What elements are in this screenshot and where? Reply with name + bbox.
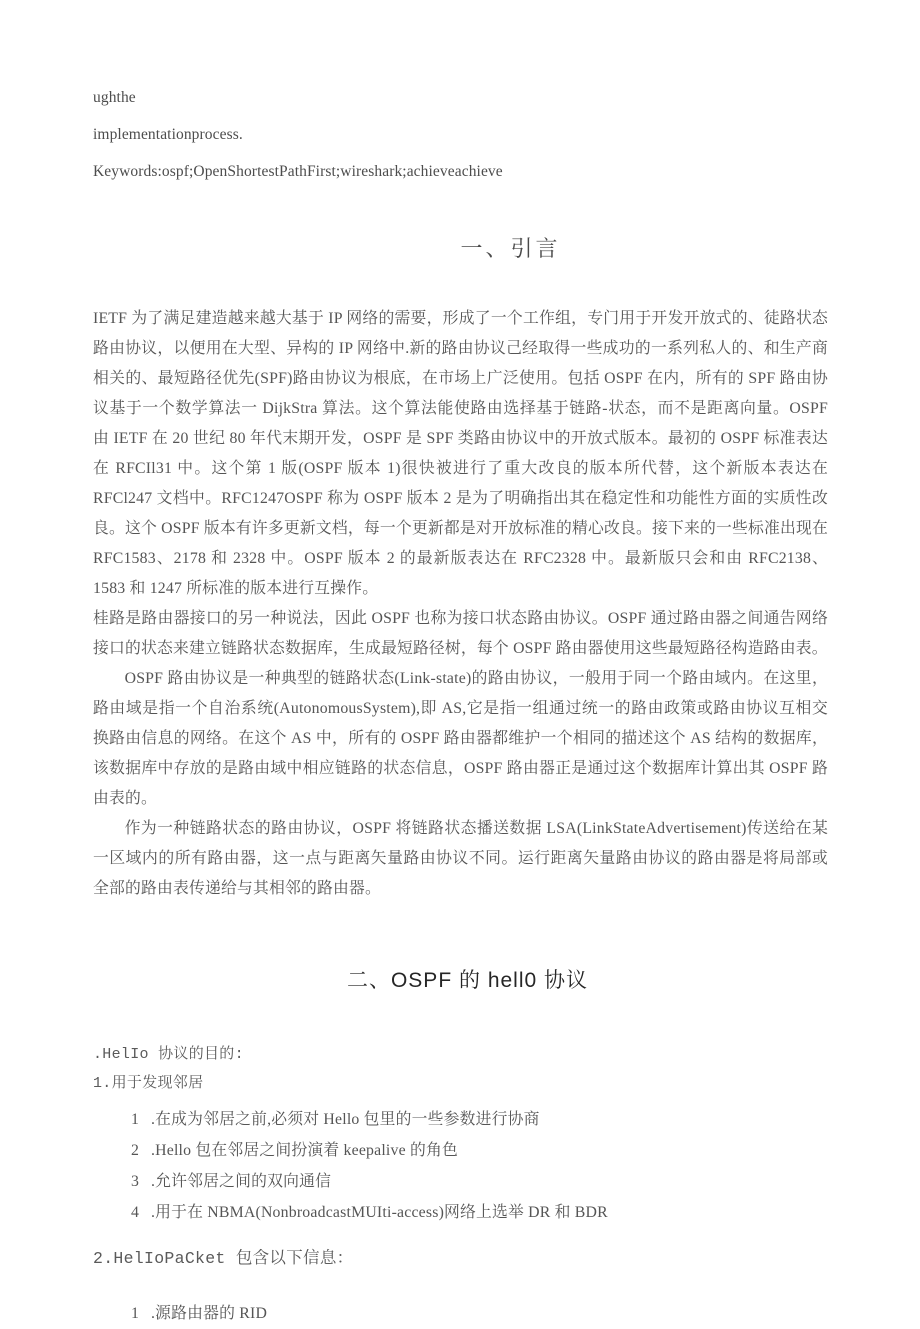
list-item xyxy=(93,1166,828,1197)
list-item-label: .Hello 包在邻居之间扮演着 keepalive 的角色 xyxy=(151,1142,458,1159)
document-content xyxy=(93,0,828,1329)
keywords-line: Keywords:ospf;OpenShortestPathFirst;wireshark;achieveachieve xyxy=(93,163,503,180)
list-item-number: 2 xyxy=(131,1142,140,1159)
hello-purpose-heading: .HelIo 协议的目的: xyxy=(93,1046,244,1063)
body-paragraph-2: 桂路是路由器接口的另一种说法，因此 OSPF 也称为接口状态路由协议。OSPF 通过路由器之间通告网络接口的状态来建立链路状态数据库，生成最短路径树，每个 OSPF 路由器使用这些最短路径构造路由表。 xyxy=(93,610,828,657)
page-heading-introduction: 一、引言 xyxy=(460,236,561,261)
list-item-label: .用于在 NBMA(NonbroadcastMUIti-access)网络上选举 DR 和 BDR xyxy=(151,1204,608,1221)
abstract-tail-line-2: implementationprocess. xyxy=(93,126,243,143)
abstract-tail-line-1: ughthe xyxy=(93,89,136,106)
abstract-tail-block xyxy=(93,0,828,182)
list-item-number: 3 xyxy=(131,1173,140,1190)
heading2-wrapper xyxy=(93,904,828,1040)
list-item-label: .源路由器的 RID xyxy=(151,1305,268,1322)
hello-protocol-list xyxy=(93,1040,828,1329)
list-item xyxy=(93,1197,828,1228)
list-item xyxy=(93,1135,828,1166)
list-item-label: .在成为邻居之前,必须对 Hello 包里的一些参数进行协商 xyxy=(151,1111,540,1128)
list-item-number: 1 xyxy=(131,1111,140,1128)
body-paragraph-1: IETF 为了满足建造越来越大基于 IP 网络的需要，形成了一个工作组，专门用于开发开放式的、徒路状态路由协议，以便用在大型、异构的 IP 网络中.新的路由协议己经取得一些成功的一系列私人的、和生产商相关的、最短路径优先(SPF)路由协议为根底，在市场上广泛使用。包括 OSPF 在内，所有的 SPF 路由协议基于一个数学算法一 DijkStra 算法。这个算法能使路由选择基于链路-状态，而不是距离向量。OSPF 由 IETF 在 20 世纪 80 年代末期开发，OSPF 是 SPF 类路由协议中的开放式版本。最初的 OSPF 标准表达在 RFCIl31 中。这个第 1 版(OSPF 版本 1)很快被进行了重大改良的版本所代替，这个新版本表达在 RFCl247 文档中。RFC1247OSPF 称为 OSPF 版本 2 是为了明确指出其在稳定性和功能性方面的实质性改良。这个 OSPF 版本有许多更新文档，每一个更新都是对开放标准的精心改良。接下来的一些标准出现在 RFC1583、2178 和 2328 中。OSPF 版本 2 的最新版表达在 RFC2328 中。最新版只会和由 RFC2138、1583 和 1247 所标准的版本进行互操作。 xyxy=(93,310,828,597)
list-item-label: .允许邻居之间的双向通信 xyxy=(151,1173,332,1190)
body-paragraph-3: OSPF 路由协议是一种典型的链路状态(Link-state)的路由协议，一般用于同一个路由域内。在这里，路由域是指一个自治系统(AutonomousSystem),即 AS,它是指一组通过统一的路由政策或路由协议互相交换路由信息的网络。在这个 AS 中，所有的 OSPF 路由器都维护一个相同的描述这个 AS 结构的数据库，该数据库中存放的是路由域中相应链路的状态信息，OSPF 路由器正是通过这个数据库计算出其 OSPF 路由表的。 xyxy=(93,670,828,807)
page-heading-ospf-hello-protocol: 二、OSPF 的 hell0 协议 xyxy=(346,969,589,992)
list-item-number: 4 xyxy=(131,1204,140,1221)
list-item-number: 1 xyxy=(131,1305,140,1322)
spacer xyxy=(93,1228,828,1242)
list-item xyxy=(93,1104,828,1135)
spacer xyxy=(93,1276,828,1298)
list-item xyxy=(93,1298,828,1329)
hello-list-item-1: 1.用于发现邻居 xyxy=(93,1075,204,1092)
heading1-wrapper xyxy=(93,182,828,304)
hello-list-item-2: 2.HelIoPaCket 包含以下信息： xyxy=(93,1249,354,1268)
body-paragraph-4: 作为一种链路状态的路由协议，OSPF 将链路状态播送数据 LSA(LinkStateAdvertisement)传送给在某一区域内的所有路由器，这一点与距离矢量路由协议不同。运行距离矢量路由协议的路由器是将局部或全部的路由表传递给与其相邻的路由器。 xyxy=(93,820,828,897)
